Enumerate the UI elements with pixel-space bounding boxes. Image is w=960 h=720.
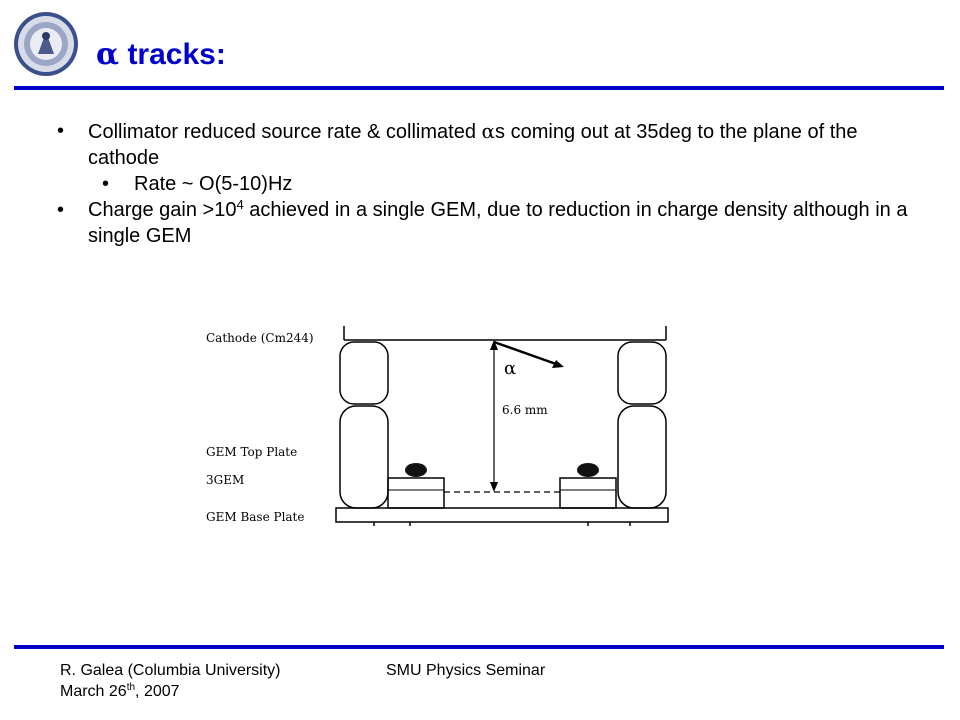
distance-label: 6.6 mm [502, 403, 548, 417]
bullet-dot: • [57, 199, 65, 221]
bullet-text: Rate ~ O(5-10)Hz [134, 173, 293, 195]
alpha-symbol: α [481, 119, 496, 143]
gem-block-right [560, 478, 616, 508]
cathode-label: Cathode (Cm244) [206, 331, 314, 345]
bullet-list [50, 118, 930, 249]
exponent: 4 [236, 197, 244, 212]
left-frame-upper [340, 342, 388, 404]
header-rule [14, 86, 944, 90]
bullet-dot: • [102, 173, 110, 195]
bullet-dot: • [57, 120, 65, 142]
bullet-text: s coming out at 35deg to the plane of the cathode [88, 121, 858, 169]
base-plate [336, 508, 668, 522]
bullet-text: Charge gain >10 [88, 199, 237, 221]
alpha-symbol: α [96, 37, 120, 72]
right-frame-lower [618, 406, 666, 508]
gem-block-left [388, 478, 444, 508]
three-gem-label: 3GEM [206, 473, 245, 487]
gem-base-plate-label: GEM Base Plate [206, 510, 305, 524]
gem-top-plate-label: GEM Top Plate [206, 445, 298, 459]
footer-author: R. Galea (Columbia University) [60, 662, 281, 679]
detector-diagram [204, 320, 674, 530]
left-frame-lower [340, 406, 388, 508]
university-seal-icon [12, 10, 80, 78]
gem-screw-right [577, 463, 599, 477]
footer-author-block [60, 660, 281, 702]
footer-rule [14, 645, 944, 649]
bullet-text: Collimator reduced source rate & collimated [88, 121, 482, 143]
title-text: tracks: [127, 38, 226, 71]
alpha-label: α [504, 358, 517, 379]
gem-screw-left [405, 463, 427, 477]
right-frame-upper [618, 342, 666, 404]
bullet-item [50, 197, 930, 249]
bullet-text: achieved in a single GEM, due to reduction in charge density although in a single GEM [88, 199, 908, 247]
bullet-item [50, 118, 930, 171]
footer-date: March 26th, 2007 [60, 682, 180, 700]
footer-event: SMU Physics Seminar [386, 662, 546, 679]
sub-bullet-item [50, 171, 930, 197]
page-title [96, 37, 226, 72]
